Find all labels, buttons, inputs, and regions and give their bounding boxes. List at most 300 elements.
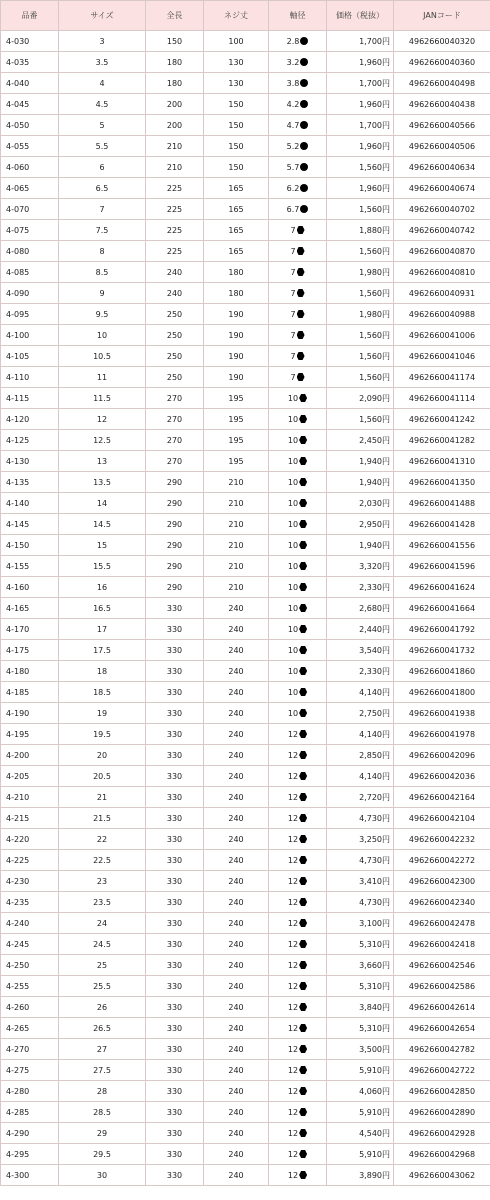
cell-size: 23 <box>59 871 146 892</box>
hexagon-icon <box>299 982 307 990</box>
cell-shaft <box>269 136 327 157</box>
shaft-value: 12 <box>287 813 299 823</box>
cell-size: 10 <box>59 325 146 346</box>
table-row <box>1 703 490 724</box>
cell-price: 3,320円 <box>327 556 394 577</box>
cell-thread: 210 <box>204 493 269 514</box>
cell-price: 1,700円 <box>327 31 394 52</box>
cell-length: 330 <box>146 1039 204 1060</box>
cell-shaft <box>269 934 327 955</box>
hexagon-icon <box>299 541 307 549</box>
cell-code: 4-050 <box>1 115 59 136</box>
cell-code: 4-035 <box>1 52 59 73</box>
shaft-value-wrap <box>290 289 304 298</box>
cell-thread: 240 <box>204 1060 269 1081</box>
cell-code: 4-230 <box>1 871 59 892</box>
cell-jan: 4962660040870 <box>394 241 490 262</box>
shaft-value-wrap <box>288 730 307 739</box>
cell-shaft <box>269 808 327 829</box>
cell-length: 330 <box>146 787 204 808</box>
cell-length: 330 <box>146 955 204 976</box>
shaft-value: 12 <box>287 1044 299 1054</box>
cell-code: 4-240 <box>1 913 59 934</box>
hexagon-icon <box>299 814 307 822</box>
cell-shaft <box>269 1039 327 1060</box>
cell-shaft <box>269 451 327 472</box>
cell-thread: 195 <box>204 430 269 451</box>
hexagon-icon <box>299 415 307 423</box>
cell-length: 290 <box>146 577 204 598</box>
cell-code: 4-295 <box>1 1144 59 1165</box>
cell-length: 180 <box>146 52 204 73</box>
shaft-value-wrap <box>288 1087 307 1096</box>
cell-length: 225 <box>146 220 204 241</box>
cell-jan: 4962660040988 <box>394 304 490 325</box>
cell-thread: 240 <box>204 913 269 934</box>
cell-size: 12 <box>59 409 146 430</box>
cell-jan: 4962660042340 <box>394 892 490 913</box>
cell-code: 4-080 <box>1 241 59 262</box>
cell-length: 330 <box>146 1123 204 1144</box>
cell-price: 3,410円 <box>327 871 394 892</box>
cell-code: 4-180 <box>1 661 59 682</box>
cell-jan: 4962660042164 <box>394 787 490 808</box>
cell-thread: 195 <box>204 388 269 409</box>
table-row <box>1 892 490 913</box>
shaft-value-wrap <box>287 100 309 109</box>
shaft-value: 10 <box>287 561 299 571</box>
cell-thread: 240 <box>204 745 269 766</box>
shaft-value-wrap <box>288 667 307 676</box>
cell-code: 4-300 <box>1 1165 59 1186</box>
shaft-value: 4.2 <box>286 99 300 109</box>
cell-size: 29 <box>59 1123 146 1144</box>
shaft-value: 12 <box>287 981 299 991</box>
shaft-value: 7 <box>290 330 296 340</box>
cell-thread: 190 <box>204 304 269 325</box>
shaft-value-wrap <box>287 142 309 151</box>
hexagon-icon <box>299 394 307 402</box>
shaft-value: 12 <box>287 876 299 886</box>
table-row <box>1 178 490 199</box>
cell-length: 330 <box>146 1102 204 1123</box>
cell-code: 4-060 <box>1 157 59 178</box>
cell-price: 1,880円 <box>327 220 394 241</box>
cell-jan: 4962660042546 <box>394 955 490 976</box>
cell-shaft <box>269 1123 327 1144</box>
cell-size: 22.5 <box>59 850 146 871</box>
shaft-value-wrap <box>288 940 307 949</box>
cell-price: 1,560円 <box>327 283 394 304</box>
cell-length: 290 <box>146 514 204 535</box>
table-row <box>1 724 490 745</box>
cell-code: 4-140 <box>1 493 59 514</box>
circle-icon <box>300 37 308 45</box>
table-row <box>1 136 490 157</box>
cell-thread: 240 <box>204 1144 269 1165</box>
cell-jan: 4962660042890 <box>394 1102 490 1123</box>
hexagon-icon <box>299 667 307 675</box>
cell-price: 1,560円 <box>327 325 394 346</box>
cell-size: 21 <box>59 787 146 808</box>
cell-thread: 130 <box>204 73 269 94</box>
hexagon-icon <box>297 247 305 255</box>
hexagon-icon <box>297 331 305 339</box>
cell-thread: 240 <box>204 682 269 703</box>
cell-shaft <box>269 178 327 199</box>
cell-length: 290 <box>146 493 204 514</box>
cell-size: 20.5 <box>59 766 146 787</box>
cell-code: 4-290 <box>1 1123 59 1144</box>
cell-code: 4-145 <box>1 514 59 535</box>
cell-code: 4-070 <box>1 199 59 220</box>
table-row <box>1 346 490 367</box>
cell-length: 200 <box>146 94 204 115</box>
cell-code: 4-075 <box>1 220 59 241</box>
shaft-value: 12 <box>287 834 299 844</box>
cell-price: 3,100円 <box>327 913 394 934</box>
table-row <box>1 745 490 766</box>
cell-thread: 240 <box>204 829 269 850</box>
cell-thread: 210 <box>204 472 269 493</box>
table-row <box>1 1081 490 1102</box>
cell-shaft <box>269 640 327 661</box>
cell-code: 4-125 <box>1 430 59 451</box>
shaft-value-wrap <box>290 331 304 340</box>
cell-price: 4,730円 <box>327 808 394 829</box>
cell-jan: 4962660040634 <box>394 157 490 178</box>
table-row <box>1 283 490 304</box>
cell-jan: 4962660040360 <box>394 52 490 73</box>
cell-price: 4,140円 <box>327 724 394 745</box>
shaft-value-wrap <box>288 751 307 760</box>
table-row <box>1 241 490 262</box>
cell-length: 330 <box>146 850 204 871</box>
cell-jan: 4962660041310 <box>394 451 490 472</box>
cell-price: 1,980円 <box>327 304 394 325</box>
cell-size: 6 <box>59 157 146 178</box>
cell-jan: 4962660041428 <box>394 514 490 535</box>
cell-shaft <box>269 556 327 577</box>
cell-shaft <box>269 1165 327 1186</box>
cell-jan: 4962660041732 <box>394 640 490 661</box>
shaft-value-wrap <box>288 919 307 928</box>
shaft-value-wrap <box>288 604 307 613</box>
hexagon-icon <box>299 1066 307 1074</box>
shaft-value-wrap <box>288 1066 307 1075</box>
shaft-value: 10 <box>287 393 299 403</box>
cell-price: 4,730円 <box>327 850 394 871</box>
cell-jan: 4962660042300 <box>394 871 490 892</box>
cell-length: 330 <box>146 976 204 997</box>
cell-code: 4-100 <box>1 325 59 346</box>
shaft-value-wrap <box>288 457 307 466</box>
header-shaft: 軸径 <box>269 1 327 31</box>
table-row <box>1 157 490 178</box>
shaft-value-wrap <box>287 58 309 67</box>
table-row <box>1 619 490 640</box>
hexagon-icon <box>299 898 307 906</box>
cell-thread: 240 <box>204 703 269 724</box>
cell-price: 3,890円 <box>327 1165 394 1186</box>
shaft-value: 12 <box>287 918 299 928</box>
cell-jan: 4962660042036 <box>394 766 490 787</box>
cell-jan: 4962660042782 <box>394 1039 490 1060</box>
cell-shaft <box>269 52 327 73</box>
cell-size: 5 <box>59 115 146 136</box>
cell-shaft <box>269 472 327 493</box>
cell-code: 4-285 <box>1 1102 59 1123</box>
cell-price: 1,980円 <box>327 262 394 283</box>
cell-size: 29.5 <box>59 1144 146 1165</box>
shaft-value-wrap <box>287 163 309 172</box>
cell-price: 1,940円 <box>327 472 394 493</box>
cell-thread: 150 <box>204 136 269 157</box>
hexagon-icon <box>297 373 305 381</box>
cell-code: 4-190 <box>1 703 59 724</box>
shaft-value-wrap <box>287 79 309 88</box>
cell-shaft <box>269 703 327 724</box>
cell-thread: 240 <box>204 850 269 871</box>
shaft-value-wrap <box>288 1003 307 1012</box>
shaft-value-wrap <box>288 898 307 907</box>
cell-code: 4-185 <box>1 682 59 703</box>
hexagon-icon <box>299 478 307 486</box>
shaft-value: 7 <box>290 267 296 277</box>
cell-length: 330 <box>146 997 204 1018</box>
cell-shaft <box>269 871 327 892</box>
cell-jan: 4962660042586 <box>394 976 490 997</box>
cell-price: 3,840円 <box>327 997 394 1018</box>
shaft-value: 10 <box>287 435 299 445</box>
shaft-value-wrap <box>288 394 307 403</box>
header-row <box>1 1 490 31</box>
cell-length: 225 <box>146 199 204 220</box>
cell-length: 270 <box>146 451 204 472</box>
cell-size: 20 <box>59 745 146 766</box>
shaft-value: 10 <box>287 708 299 718</box>
cell-shaft <box>269 829 327 850</box>
cell-price: 5,310円 <box>327 1018 394 1039</box>
cell-length: 330 <box>146 640 204 661</box>
table-row <box>1 640 490 661</box>
cell-thread: 240 <box>204 598 269 619</box>
cell-code: 4-255 <box>1 976 59 997</box>
cell-shaft <box>269 1018 327 1039</box>
cell-size: 28.5 <box>59 1102 146 1123</box>
table-row <box>1 976 490 997</box>
cell-length: 290 <box>146 535 204 556</box>
shaft-value: 12 <box>287 1023 299 1033</box>
cell-shaft <box>269 1102 327 1123</box>
shaft-value-wrap <box>288 772 307 781</box>
cell-jan: 4962660041664 <box>394 598 490 619</box>
hexagon-icon <box>299 688 307 696</box>
cell-code: 4-200 <box>1 745 59 766</box>
cell-length: 290 <box>146 472 204 493</box>
cell-size: 9.5 <box>59 304 146 325</box>
shaft-value-wrap <box>290 226 304 235</box>
hexagon-icon <box>299 1087 307 1095</box>
cell-price: 2,090円 <box>327 388 394 409</box>
cell-thread: 210 <box>204 556 269 577</box>
table-row <box>1 1039 490 1060</box>
table-row <box>1 493 490 514</box>
cell-code: 4-175 <box>1 640 59 661</box>
cell-price: 1,700円 <box>327 73 394 94</box>
cell-price: 4,140円 <box>327 682 394 703</box>
cell-code: 4-195 <box>1 724 59 745</box>
cell-size: 12.5 <box>59 430 146 451</box>
cell-size: 15 <box>59 535 146 556</box>
cell-price: 4,140円 <box>327 766 394 787</box>
cell-thread: 240 <box>204 871 269 892</box>
cell-size: 18 <box>59 661 146 682</box>
hexagon-icon <box>299 835 307 843</box>
hexagon-icon <box>297 352 305 360</box>
shaft-value-wrap <box>288 415 307 424</box>
cell-thread: 210 <box>204 577 269 598</box>
shaft-value: 10 <box>287 666 299 676</box>
shaft-value: 3.2 <box>286 57 300 67</box>
shaft-value-wrap <box>288 436 307 445</box>
cell-shaft <box>269 241 327 262</box>
cell-code: 4-110 <box>1 367 59 388</box>
cell-shaft <box>269 619 327 640</box>
cell-code: 4-245 <box>1 934 59 955</box>
shaft-value: 12 <box>287 729 299 739</box>
cell-size: 3 <box>59 31 146 52</box>
shaft-value: 4.7 <box>286 120 300 130</box>
cell-thread: 150 <box>204 94 269 115</box>
cell-thread: 190 <box>204 346 269 367</box>
cell-code: 4-090 <box>1 283 59 304</box>
cell-price: 1,960円 <box>327 52 394 73</box>
shaft-value-wrap <box>288 1045 307 1054</box>
cell-length: 330 <box>146 1060 204 1081</box>
shaft-value-wrap <box>288 1108 307 1117</box>
circle-icon <box>300 205 308 213</box>
cell-size: 27.5 <box>59 1060 146 1081</box>
cell-price: 1,560円 <box>327 346 394 367</box>
shaft-value: 12 <box>287 771 299 781</box>
cell-code: 4-165 <box>1 598 59 619</box>
cell-size: 7.5 <box>59 220 146 241</box>
cell-length: 240 <box>146 283 204 304</box>
table-row <box>1 115 490 136</box>
hexagon-icon <box>299 730 307 738</box>
table-row <box>1 304 490 325</box>
cell-thread: 240 <box>204 766 269 787</box>
cell-length: 270 <box>146 409 204 430</box>
cell-length: 225 <box>146 178 204 199</box>
hexagon-icon <box>299 856 307 864</box>
cell-price: 2,950円 <box>327 514 394 535</box>
cell-code: 4-065 <box>1 178 59 199</box>
cell-size: 30 <box>59 1165 146 1186</box>
table-row <box>1 94 490 115</box>
cell-thread: 240 <box>204 640 269 661</box>
shaft-value-wrap <box>288 835 307 844</box>
cell-size: 11 <box>59 367 146 388</box>
shaft-value-wrap <box>288 562 307 571</box>
cell-shaft <box>269 94 327 115</box>
hexagon-icon <box>297 268 305 276</box>
shaft-value-wrap <box>288 541 307 550</box>
header-code: 品番 <box>1 1 59 31</box>
hexagon-icon <box>299 436 307 444</box>
cell-jan: 4962660041596 <box>394 556 490 577</box>
hexagon-icon <box>297 226 305 234</box>
hexagon-icon <box>299 1129 307 1137</box>
cell-code: 4-215 <box>1 808 59 829</box>
cell-price: 1,700円 <box>327 115 394 136</box>
hexagon-icon <box>299 1024 307 1032</box>
cell-shaft <box>269 493 327 514</box>
shaft-value: 12 <box>287 1170 299 1180</box>
cell-length: 180 <box>146 73 204 94</box>
cell-size: 5.5 <box>59 136 146 157</box>
cell-length: 210 <box>146 136 204 157</box>
cell-thread: 240 <box>204 1102 269 1123</box>
cell-price: 1,560円 <box>327 199 394 220</box>
cell-code: 4-160 <box>1 577 59 598</box>
cell-thread: 240 <box>204 1165 269 1186</box>
cell-length: 330 <box>146 1165 204 1186</box>
cell-thread: 240 <box>204 1039 269 1060</box>
shaft-value: 7 <box>290 309 296 319</box>
cell-shaft <box>269 31 327 52</box>
cell-code: 4-220 <box>1 829 59 850</box>
cell-price: 3,500円 <box>327 1039 394 1060</box>
cell-thread: 180 <box>204 262 269 283</box>
cell-price: 1,940円 <box>327 451 394 472</box>
cell-length: 250 <box>146 325 204 346</box>
shaft-value: 12 <box>287 750 299 760</box>
cell-jan: 4962660041282 <box>394 430 490 451</box>
shaft-value: 12 <box>287 1128 299 1138</box>
cell-price: 2,440円 <box>327 619 394 640</box>
cell-jan: 4962660041046 <box>394 346 490 367</box>
cell-price: 1,560円 <box>327 241 394 262</box>
table-row <box>1 829 490 850</box>
table-row <box>1 430 490 451</box>
cell-thread: 210 <box>204 535 269 556</box>
table-row <box>1 766 490 787</box>
cell-shaft <box>269 955 327 976</box>
cell-jan: 4962660041978 <box>394 724 490 745</box>
shaft-value-wrap <box>288 793 307 802</box>
cell-code: 4-235 <box>1 892 59 913</box>
header-thread: ネジ丈 <box>204 1 269 31</box>
shaft-value-wrap <box>288 499 307 508</box>
cell-thread: 195 <box>204 409 269 430</box>
cell-jan: 4962660041860 <box>394 661 490 682</box>
cell-size: 26 <box>59 997 146 1018</box>
cell-jan: 4962660042850 <box>394 1081 490 1102</box>
shaft-value-wrap <box>288 877 307 886</box>
cell-shaft <box>269 115 327 136</box>
cell-shaft <box>269 157 327 178</box>
cell-thread: 165 <box>204 220 269 241</box>
cell-size: 23.5 <box>59 892 146 913</box>
cell-thread: 240 <box>204 934 269 955</box>
cell-price: 2,750円 <box>327 703 394 724</box>
cell-price: 2,330円 <box>327 661 394 682</box>
shaft-value: 7 <box>290 351 296 361</box>
shaft-value: 10 <box>287 687 299 697</box>
shaft-value-wrap <box>288 1171 307 1180</box>
